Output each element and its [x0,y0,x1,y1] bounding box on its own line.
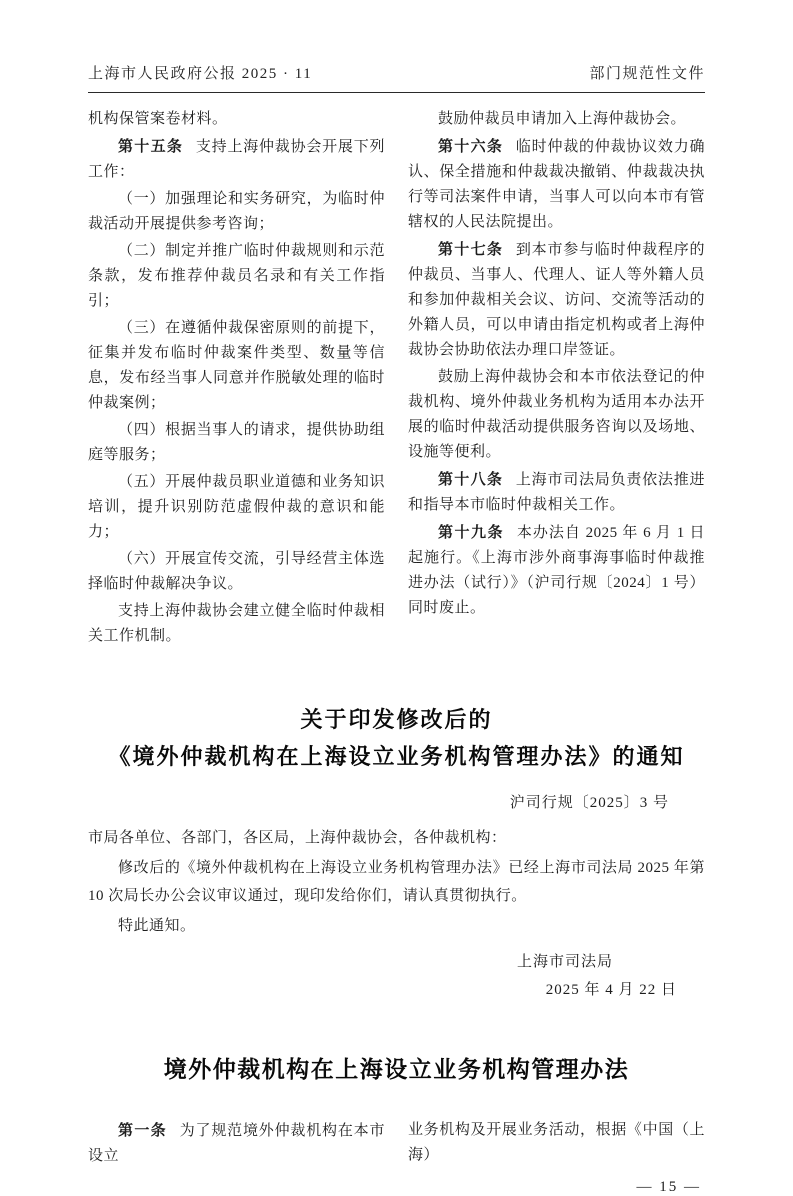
regulation-title: 境外仲裁机构在上海设立业务机构管理办法 [163,1056,630,1082]
article-number: 第十五条 [118,138,184,155]
paragraph: （六）开展宣传交流，引导经营主体选择临时仲裁解决争议。 [88,551,385,592]
notice-title-line1: 关于印发修改后的 [300,707,493,732]
article-number: 第一条 [118,1122,167,1139]
paragraph: 第十九条 本办法自 2025 年 6 月 1 日起施行。《上海市涉外商事海事临时仲裁推进办法（试行）》（沪司行规〔2024〕1 号）同时废止。 [408,524,705,616]
article-number: 第十九条 [438,524,505,541]
paragraph: 业务机构及开展业务活动，根据《中国（上海） [408,1122,705,1163]
paragraph: 市局各单位、各部门，各区局，上海仲裁协会，各仲裁机构： [88,830,507,846]
paragraph: 第一条 为了规范境外仲裁机构在本市设立 [88,1122,385,1164]
right-column [408,107,705,649]
signature-date: 2025 年 4 月 22 日 [545,982,677,998]
paragraph: 鼓励仲裁员申请加入上海仲裁协会。 [438,111,687,127]
left-column [88,107,385,649]
paragraph: （三）在遵循仲裁保密原则的前提下，征集并发布临时仲裁案件类型、数量等信息，发布经当事人同意并作脱敏处理的临时仲裁案例； [88,320,385,411]
paragraph: 第十七条 到本市参与临时仲裁程序的仲裁员、当事人、代理人、证人等外籍人员和参加仲裁相关会议、访问、交流等活动的外籍人员，可以申请由指定机构或者上海仲裁协会协助依法办理口岸签证。 [408,241,705,358]
paragraph: 支持上海仲裁协会建立健全临时仲裁相关工作机制。 [88,603,385,644]
left-column-bottom [88,1118,385,1169]
paragraph: 鼓励上海仲裁协会和本市依法登记的仲裁机构、境外仲裁业务机构为适用本办法开展的临时仲裁活动提供服务咨询以及场地、设施等便利。 [408,369,705,460]
paragraph: （五）开展仲裁员职业道德和业务知识培训，提升识别防范虚假仲裁的意识和能力； [88,474,385,540]
page-number: — 15 — [636,1179,701,1195]
article-number: 第十六条 [438,138,504,155]
notice-title [88,701,705,775]
notice-body [88,824,705,940]
paragraph: 机构保管案卷材料。 [88,111,228,127]
article-number: 第十七条 [438,241,504,258]
article-number: 第十八条 [438,471,504,488]
paragraph: （一）加强理论和实务研究，为临时仲裁活动开展提供参考咨询； [88,191,385,232]
page-content [88,0,705,1196]
paragraph: 特此通知。 [118,918,196,934]
paragraph: 第十八条 上海市司法局负责依法推进和指导本市临时仲裁相关工作。 [408,471,705,513]
header-section: 部门规范性文件 [589,66,705,82]
paragraph: （四）根据当事人的请求，提供协助组庭等服务； [88,422,385,463]
notice-title-line2: 《境外仲裁机构在上海设立业务机构管理办法》的通知 [108,744,685,769]
article-columns-bottom [88,1118,705,1169]
paragraph: 第十五条 支持上海仲裁协会开展下列工作： [88,138,385,180]
signature-org: 上海市司法局 [516,954,613,970]
paragraph: （二）制定并推广临时仲裁规则和示范条款，发布推荐仲裁员名录和有关工作指引； [88,243,385,309]
header-divider [88,92,705,93]
header-publication: 上海市人民政府公报 2025 · 11 [88,66,313,82]
paragraph: 第十六条 临时仲裁的仲裁协议效力确认、保全措施和仲裁裁决撤销、仲裁裁决执行等司法案件申请，当事人可以向本市有管辖权的人民法院提出。 [408,138,705,230]
signature-block [88,948,705,1004]
document-number: 沪司行规〔2025〕3 号 [509,795,669,811]
right-column-bottom [408,1118,705,1169]
paragraph: 修改后的《境外仲裁机构在上海设立业务机构管理办法》已经上海市司法局 2025 年第 10 次局长办公会议审议通过，现印发给你们，请认真贯彻执行。 [88,860,705,904]
running-header [88,62,705,83]
article-columns-top [88,107,705,649]
